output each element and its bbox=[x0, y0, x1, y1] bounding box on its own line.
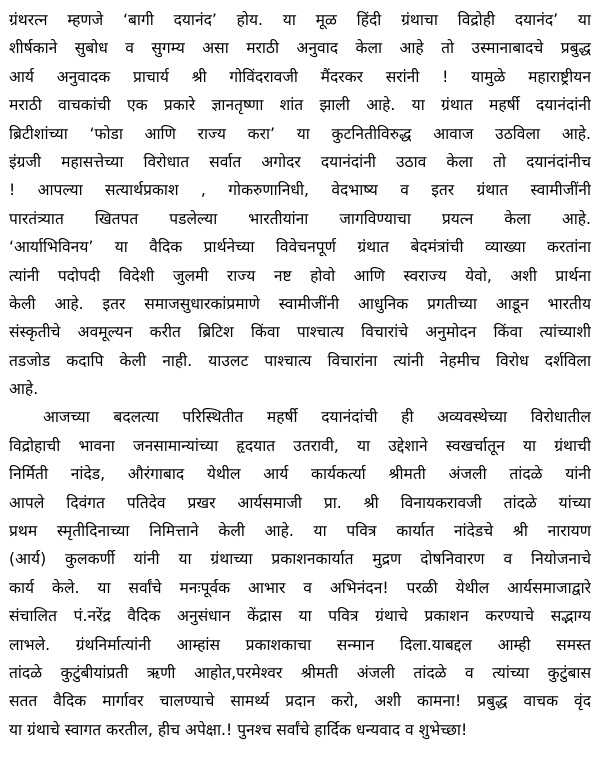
text-line: निर्मिती नांदेड, औरंगाबाद येथील आर्य कार्यकर्त्या श्रीमती अंजली तांदळे यांनी bbox=[9, 465, 591, 484]
text-line: (आर्य) कुलकर्णी यांनी या ग्रंथाच्या प्रकाशनकार्यात मुद्रण दोषनिवारण व नियोजनाचे bbox=[9, 550, 591, 569]
text-line: सतत वैदिक मार्गावर चालण्याचे सामर्थ्य प्रदान करो, अशी कामना! प्रबुद्ध वाचक वृंद bbox=[9, 692, 591, 711]
text-line: तडजोड कदापि केली नाही. याउलट पाश्चात्य विचारांना त्यांनी नेहमीच विरोध दर्शविला bbox=[9, 351, 591, 370]
text-line: तांदळे कुटुंबीयांप्रती ऋणी आहोत,परमेश्वर श्रीमती अंजली तांदळे व त्यांच्या कुटुंबास bbox=[9, 663, 591, 682]
text-line: ब्रिटीशांच्या ‘फोडा आणि राज्य करा’ या कुटनितीविरुद्ध आवाज उठविला आहे. bbox=[9, 124, 591, 143]
text-line: विद्रोहाची भावना जनसामान्यांच्या हृदयात उतरावी, या उद्देशाने स्वखर्चातून या ग्रंथाची bbox=[9, 436, 591, 455]
paragraph-2 bbox=[9, 403, 591, 744]
text-line: संचालित पं.नरेंद्र वैदिक अनुसंधान केंद्रास या पवित्र ग्रंथाचे प्रकाशन करण्याचे सद्भाग्य bbox=[9, 607, 591, 626]
text-line: इंग्रजी महासत्तेच्या विरोधात सर्वात अगोदर दयानंदांनी उठाव केला तो दयानंदांनीच bbox=[9, 152, 591, 171]
text-line: शीर्षकाने सुबोध व सुगम्य असा मराठी अनुवाद केला आहे तो उस्मानाबादचे प्रबुद्ध bbox=[9, 39, 591, 58]
text-line: प्रथम स्मृतीदिनाच्या निमित्ताने केली आहे. या पवित्र कार्यात नांदेडचे श्री नारायण bbox=[9, 522, 591, 541]
text-line: ‘आर्याभिविनय’ या वैदिक प्रार्थनेच्या विवेचनपूर्ण ग्रंथात बेदमंत्रांची व्याख्या करतांना bbox=[9, 238, 591, 257]
text-line: कार्य केले. या सर्वांचे मनःपूर्वक आभार व अभिनंदन! परळी येथील आर्यसमाजाद्वारे bbox=[9, 578, 591, 597]
text-line: आपले दिवंगत पतिदेव प्रखर आर्यसमाजी प्रा. श्री विनायकरावजी तांदळे यांच्या bbox=[9, 493, 591, 512]
text-line: त्यांनी पदोपदी विदेशी जुलमी राज्य नष्ट होवो आणि स्वराज्य येवो, अशी प्रार्थना bbox=[9, 266, 591, 285]
text-line: ! आपल्या सत्यार्थप्रकाश , गोकरुणानिधी, वेदभाष्य व इतर ग्रंथात स्वामीजींनी bbox=[9, 181, 591, 200]
text-line: आहे. bbox=[9, 380, 39, 399]
text-line: संस्कृतीचे अवमूल्यन करीत ब्रिटिश किंवा पाश्चात्य विचारांचे अनुमोदन किंवा त्यांच्याशी bbox=[9, 323, 591, 342]
text-line: लाभले. ग्रंथनिर्मात्यांनी आम्हांस प्रकाशकाचा सन्मान दिला.याबद्दल आम्ही समस्त bbox=[9, 635, 591, 654]
text-line: आर्य अनुवादक प्राचार्य श्री गोविंदरावजी मैंदरकर सरांनी ! यामुळे महाराष्ट्रीयन bbox=[9, 67, 591, 86]
text-line: मराठी वाचकांची एक प्रकारे ज्ञानतृष्णा शांत झाली आहे. या ग्रंथात महर्षी दयानंदांनी bbox=[9, 96, 591, 115]
text-line: पारतंत्र्यात खितपत पडलेल्या भारतीयांना जागविण्याचा प्रयत्न केला आहे. bbox=[9, 209, 591, 228]
text-line: आजच्या बदलत्या परिस्थितीत महर्षी दयानंदांची ही अव्यवस्थेच्या विरोधातील bbox=[43, 408, 591, 427]
text-line: ग्रंथरत्न म्हणजे ‘बागी दयानंद’ होय. या मूळ हिंदी ग्रंथाचा विद्रोही दयानंद’ या bbox=[9, 11, 591, 29]
text-line: या ग्रंथाचे स्वागत करतील, हीच अपेक्षा.! पुनश्च सर्वांचे हार्दिक धन्यवाद व शुभेच्छा! bbox=[9, 720, 468, 739]
text-line: केली आहे. इतर समाजसुधारकांप्रमाणे स्वामीजींनी आधुनिक प्रगतीच्या आडून भारतीय bbox=[9, 294, 591, 313]
paragraph-1 bbox=[9, 6, 591, 403]
